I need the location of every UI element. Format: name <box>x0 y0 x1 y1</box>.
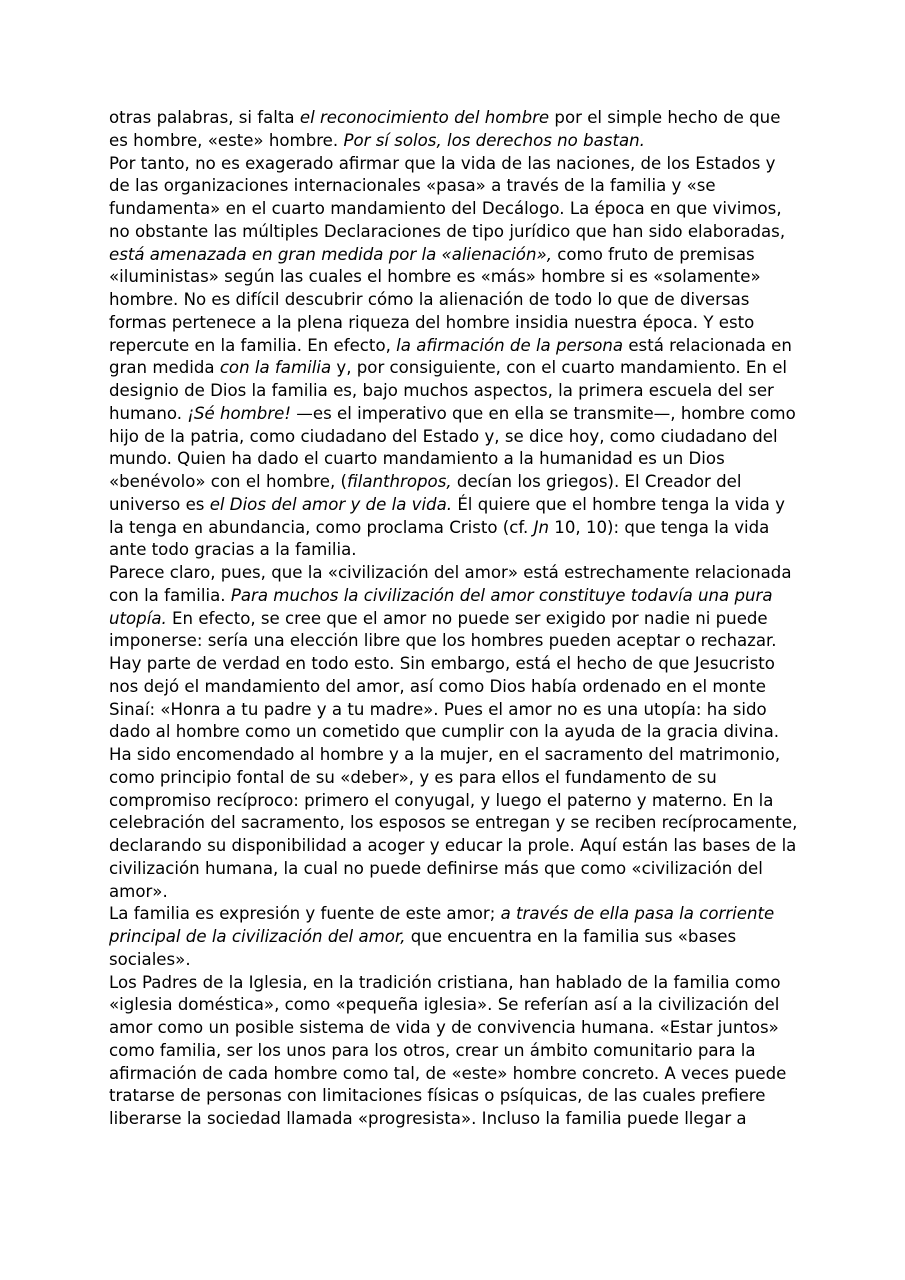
paragraph-text: como fruto de premisas «iluministas» según las cuales el hombre es «más» hombre si es «solamente» hombre. No es difícil descubrir cómo la alienación de todo lo que de diversas formas pertenece a la plena riqueza del hombre insidia nuestra época. Y esto repercute en la familia. En efecto, <box>109 244 761 355</box>
paragraph-text: decían los griegos). El Creador del universo es <box>109 472 742 514</box>
italic-emphasis: Por sí solos, los derechos no bastan. <box>343 130 645 150</box>
italic-emphasis: filanthropos, <box>347 472 452 491</box>
paragraph <box>109 903 799 971</box>
paragraph <box>109 562 799 653</box>
paragraph-text: y, por consiguiente, con el cuarto mandamiento. En el designio de Dios la familia es, bajo muchos aspectos, la primera escuela del ser humano. <box>109 358 788 423</box>
paragraph-text: está relacionada en gran medida <box>109 335 792 378</box>
paragraph-text: 10, 10): que tenga la vida ante todo gracias a la familia. <box>109 517 770 560</box>
paragraph <box>109 107 799 153</box>
paragraph-text: Hay parte de verdad en todo esto. Sin embargo, está el hecho de que Jesucristo nos dejó el mandamiento del amor, así como Dios había ordenado en el monte Sinaí: «Honra a tu padre y a tu madre». Pues el amor no es una utopía: ha sido dado al hombre como un cometido que cumplir con la ayuda de la gracia divina. Ha sido encomendado al hombre y a la mujer, en el sacramento del matrimonio, como principio fontal de su «deber», y es para ellos el fundamento de su compromiso recíproco: primero el conyugal, y luego el paterno y materno. En la celebración del sacramento, los esposos se entregan y se reciben recíprocamente, declarando su disponibilidad a acoger y educar la prole. Aquí están las bases de la civilización humana, la cual no puede definirse más que como «civilización del amor». <box>109 654 798 901</box>
italic-emphasis: Jn <box>533 517 549 537</box>
italic-emphasis: Para muchos la civilización del amor constituye todavía una pura utopía. <box>109 585 773 628</box>
paragraph <box>109 653 799 903</box>
paragraph <box>109 153 799 563</box>
paragraph-text: —es el imperativo que en ella se transmite—, hombre como hijo de la patria, como ciudadano del Estado y, se dice hoy, como ciudadano del mundo. Quien ha dado el cuarto mandamiento a la humanidad es un Dios «benévolo» con el hombre, ( <box>109 403 796 491</box>
paragraph-text: La familia es expresión y fuente de este amor; <box>109 904 501 924</box>
paragraph-text: Los Padres de la Iglesia, en la tradición cristiana, han hablado de la familia como «iglesia doméstica», como «pequeña iglesia». Se referían así a la civilización del amor como un posible sistema de vida y de convivencia humana. «Estar juntos» como familia, ser los unos para los otros, crear un ámbito comunitario para la afirmación de cada hombre como tal, de «este» hombre concreto. A veces puede tratarse de personas con limitaciones físicas o psíquicas, de las cuales prefiere liberarse la sociedad llamada «progresista». Incluso la familia puede llegar a <box>109 972 787 1128</box>
paragraph-text: Por tanto, no es exagerado afirmar que la vida de las naciones, de los Estados y de las organizaciones internacionales «pasa» a través de la familia y «se fundamenta» en el cuarto mandamiento del Decálogo. La época en que vivimos, no obstante las múltiples Declaraciones de tipo jurídico que han sido elaboradas, <box>109 153 786 241</box>
paragraph-text: que encuentra en la familia sus «bases sociales». <box>109 927 737 969</box>
italic-emphasis: el reconocimiento del hombre <box>299 108 550 127</box>
paragraph-text: por el simple hecho de que es hombre, «este» hombre. <box>109 108 781 150</box>
paragraph <box>109 972 799 1131</box>
italic-emphasis: con la familia <box>219 358 332 378</box>
italic-emphasis: a través de ella pasa la corriente principal de la civilización del amor, <box>109 904 775 946</box>
italic-emphasis: la afirmación de la persona <box>396 335 624 355</box>
italic-emphasis: está amenazada en gran medida por la «alienación», <box>109 244 552 264</box>
paragraph-text: otras palabras, si falta <box>109 108 300 127</box>
italic-emphasis: el Dios del amor y de la vida. <box>209 494 453 514</box>
document-page <box>109 107 799 1131</box>
italic-emphasis: ¡Sé hombre! <box>187 403 292 423</box>
paragraph-text: Él quiere que el hombre tenga la vida y la tenga en abundancia, como proclama Cristo (cf. <box>109 494 785 537</box>
paragraph-text: En efecto, se cree que el amor no puede ser exigido por nadie ni puede imponerse: sería una elección libre que los hombres pueden aceptar o rechazar. <box>109 608 777 651</box>
paragraph-text: Parece claro, pues, que la «civilización del amor» está estrechamente relacionada con la familia. <box>109 563 792 605</box>
